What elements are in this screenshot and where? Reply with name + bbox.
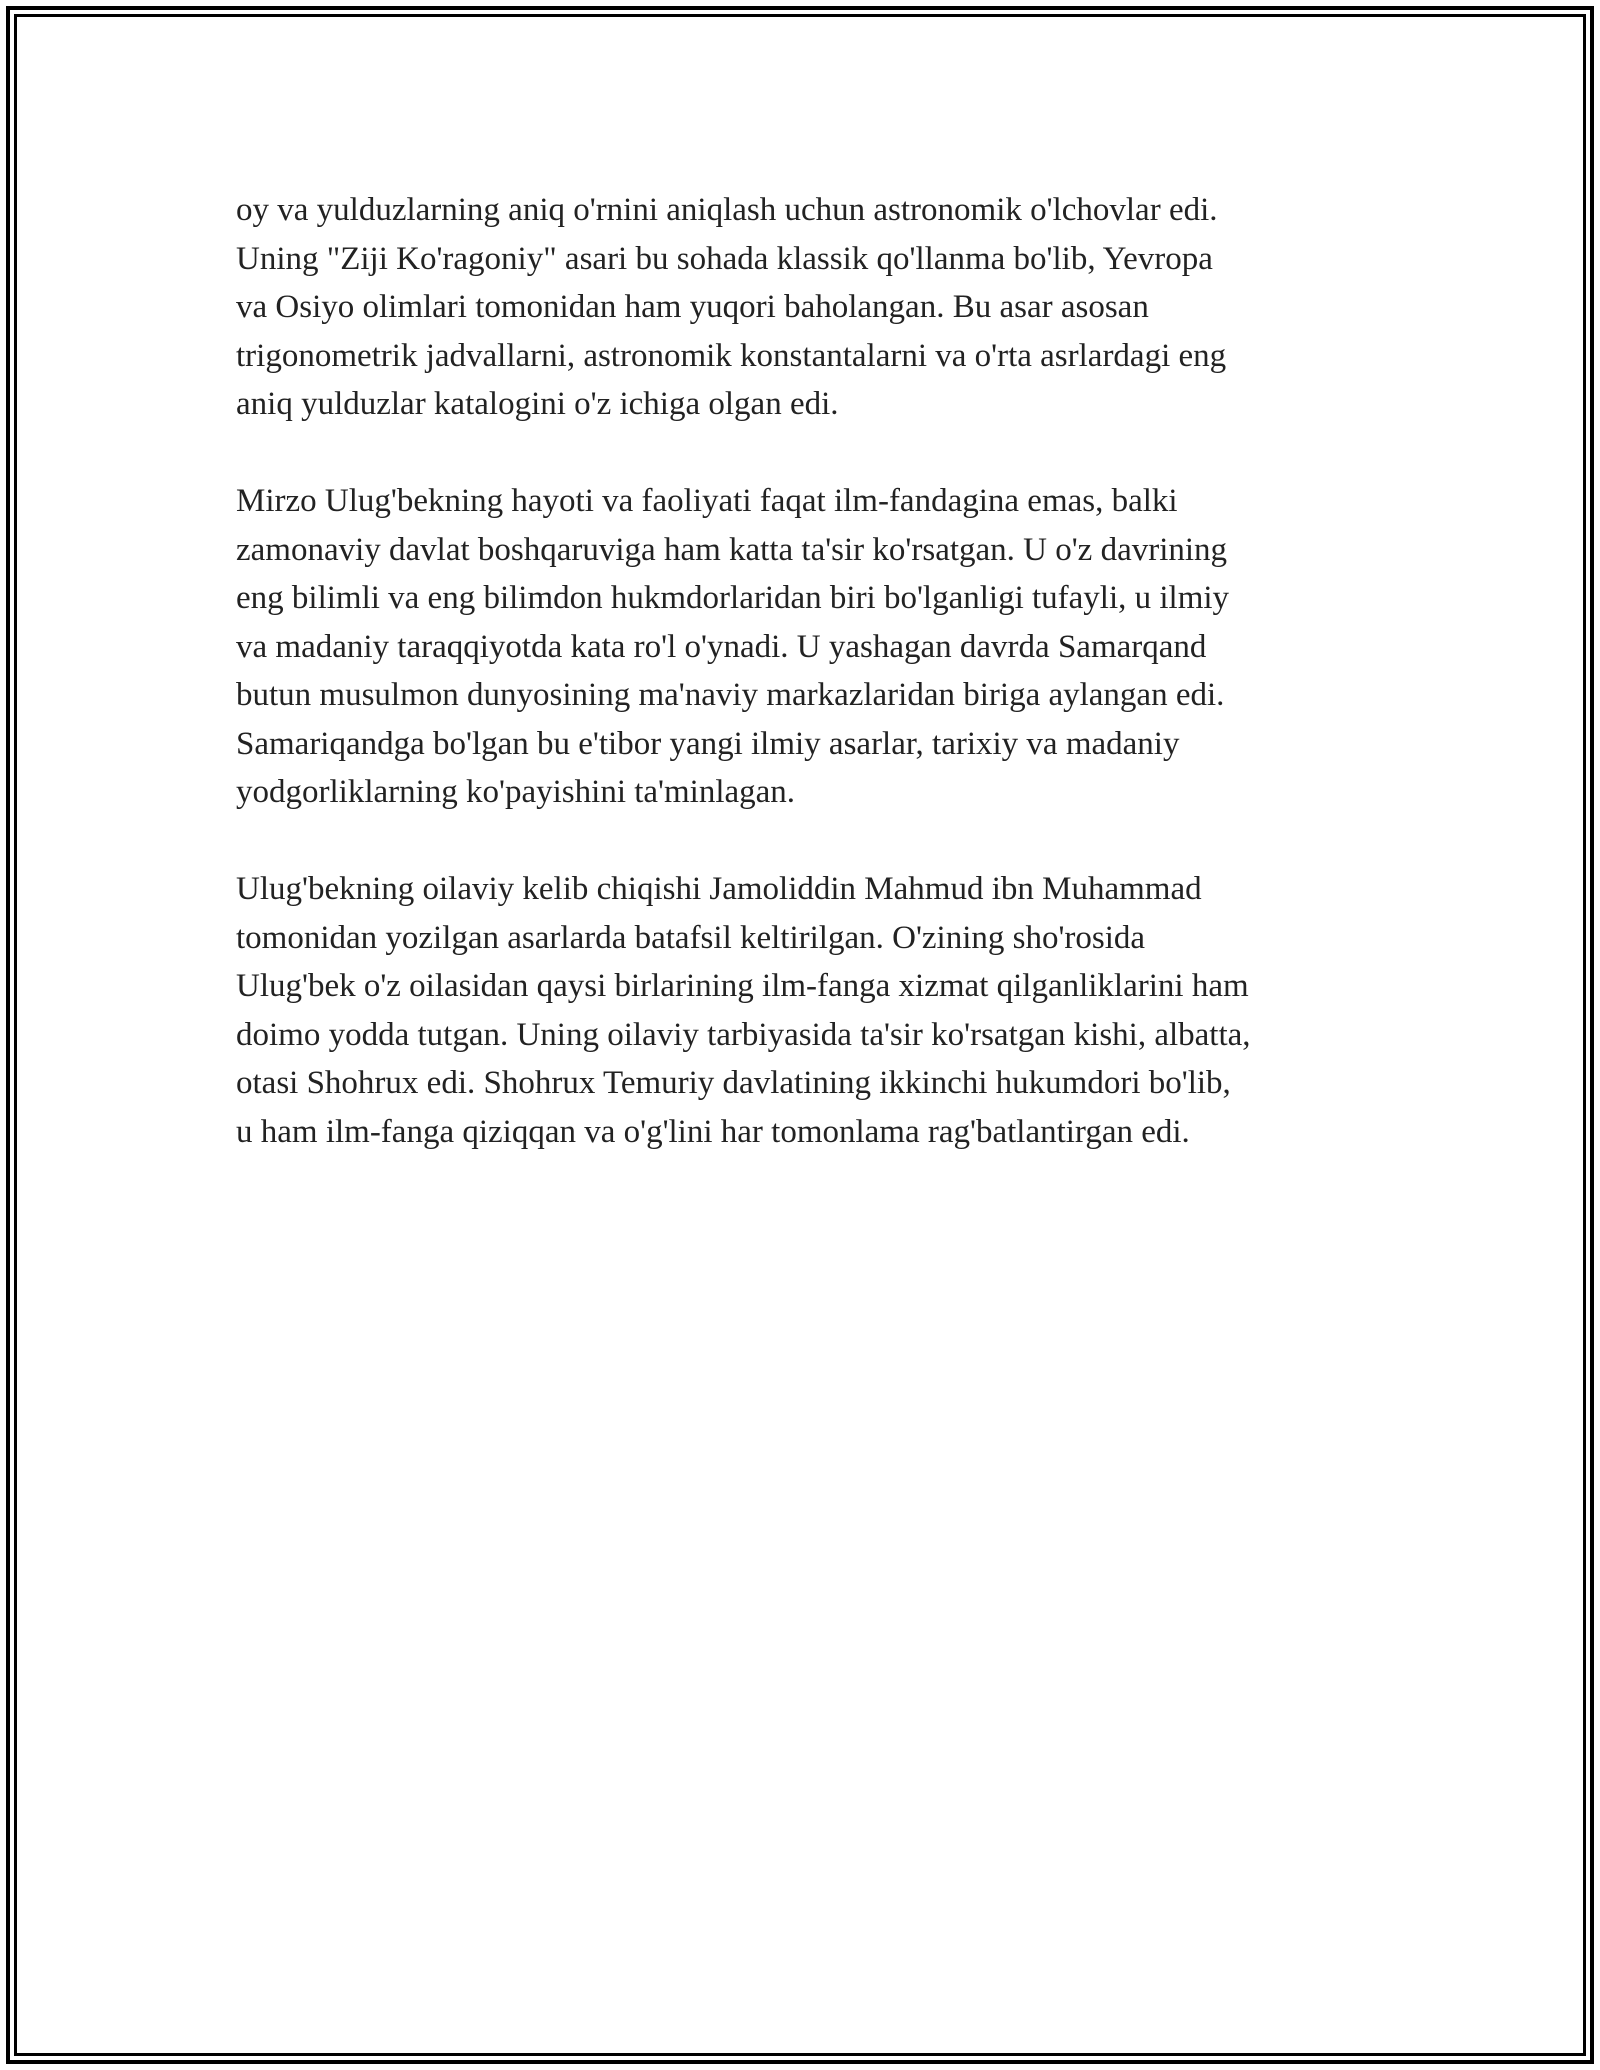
text-line: doimo yodda tutgan. Uning oilaviy tarbiyasida ta'sir ko'rsatgan kishi, albatta,	[236, 1016, 1251, 1053]
text-line: Mirzo Ulug'bekning hayoti va faoliyati faqat ilm-fandagina emas, balki	[236, 483, 1178, 519]
text-line: tomonidan yozilgan asarlarda batafsil keltirilgan. O'zining sho'rosida	[236, 919, 1146, 956]
document-body	[236, 186, 1376, 1205]
text-line: trigonometrik jadvallarni, astronomik konstantalarni va o'rta asrlardagi eng	[236, 337, 1227, 374]
text-line: eng bilimli va eng bilimdon hukmdorlaridan biri bo'lganligi tufayli, u ilmiy	[236, 580, 1230, 616]
text-line: oy va yulduzlarning aniq o'rnini aniqlash uchun astronomik o'lchovlar edi.	[236, 192, 1218, 228]
text-line: va madaniy taraqqiyotda kata ro'l o'ynadi. U yashagan davrda Samarqand	[236, 628, 1207, 665]
text-line: Uning "Ziji Ko'ragoniy" asari bu sohada klassik qo'llanma bo'lib, Yevropa	[236, 240, 1213, 277]
text-line: otasi Shohrux edi. Shohrux Temuriy davlatining ikkinchi hukumdori bo'lib,	[236, 1065, 1231, 1101]
text-line: Ulug'bekning oilaviy kelib chiqishi Jamoliddin Mahmud ibn Muhammad	[236, 871, 1202, 907]
paragraph-2	[236, 477, 1376, 817]
text-line: butun musulmon dunyosining ma'naviy markazlaridan biriga aylangan edi.	[236, 677, 1225, 713]
text-line: aniq yulduzlar katalogini o'z ichiga olgan edi.	[236, 386, 839, 422]
paragraph-1	[236, 186, 1376, 429]
text-line: Samariqandga bo'lgan bu e'tibor yangi ilmiy asarlar, tarixiy va madaniy	[236, 725, 1180, 762]
text-line: Ulug'bek o'z oilasidan qaysi birlarining ilm-fanga xizmat qilganliklarini ham	[236, 968, 1249, 1004]
paragraph-3	[236, 865, 1376, 1156]
text-line: u ham ilm-fanga qiziqqan va o'g'lini har tomonlama rag'batlantirgan edi.	[236, 1113, 1190, 1150]
text-line: yodgorliklarning ko'payishini ta'minlagan.	[236, 774, 796, 810]
text-line: va Osiyo olimlari tomonidan ham yuqori baholangan. Bu asar asosan	[236, 289, 1149, 325]
text-line: zamonaviy davlat boshqaruviga ham katta ta'sir ko'rsatgan. U o'z davrining	[236, 531, 1228, 568]
